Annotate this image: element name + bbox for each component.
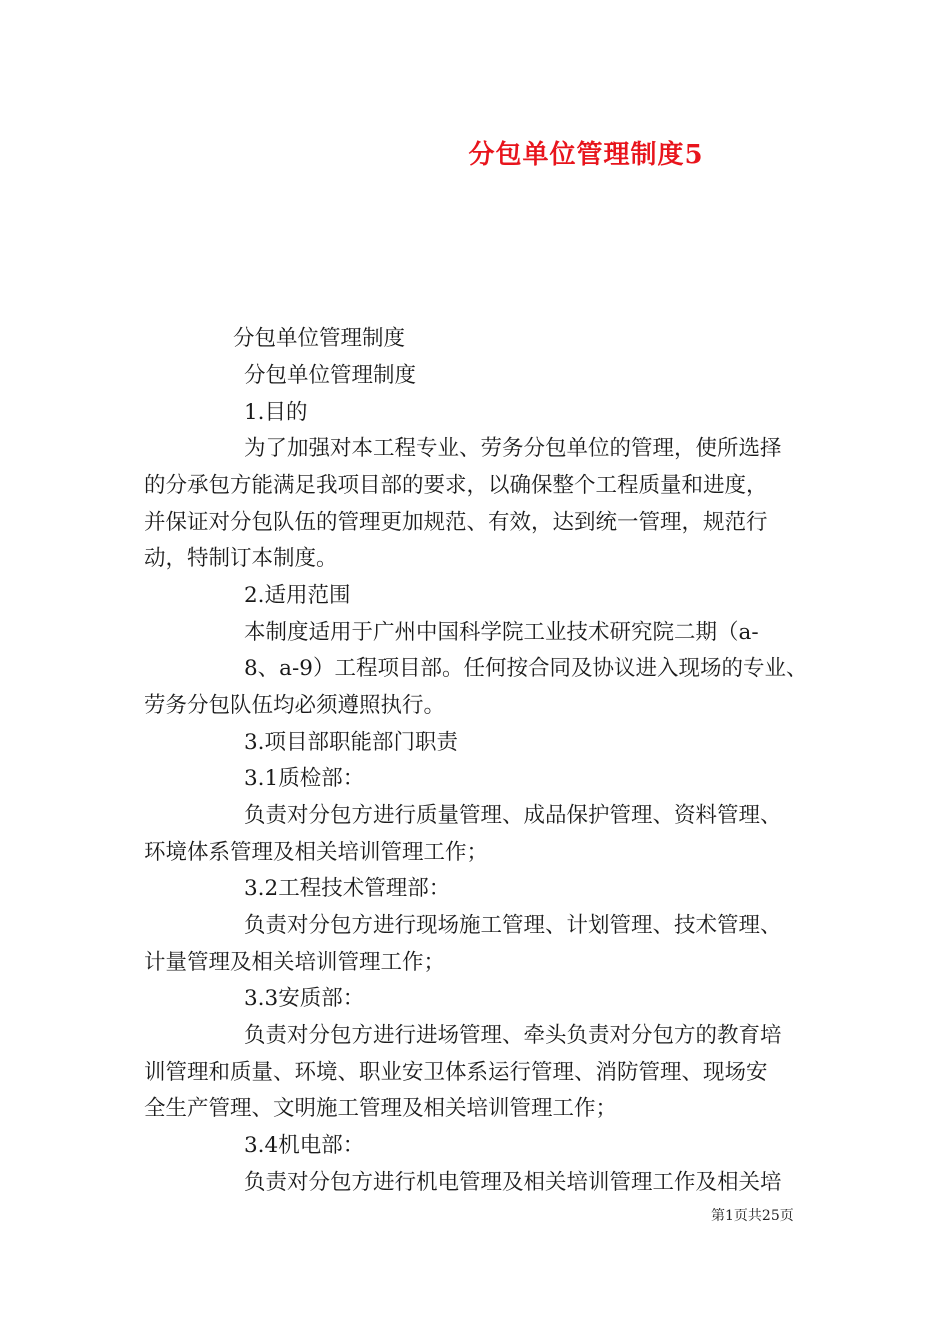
body-line: 负责对分包方进行进场管理、牵头负责对分包方的教育培 xyxy=(244,1023,782,1048)
body-line: 3.3安质部： xyxy=(244,986,365,1011)
body-line: 并保证对分包队伍的管理更加规范、有效，达到统一管理，规范行 xyxy=(144,510,768,535)
body-line: 为了加强对本工程专业、劳务分包单位的管理，使所选择 xyxy=(244,436,782,461)
body-line: 本制度适用于广州中国科学院工业技术研究院二期（a- xyxy=(244,620,759,645)
body-line: 动，特制订本制度。 xyxy=(144,546,338,571)
body-line: 负责对分包方进行机电管理及相关培训管理工作及相关培 xyxy=(244,1170,782,1195)
body-line: 劳务分包队伍均必须遵照执行。 xyxy=(144,693,446,718)
body-line: 的分承包方能满足我项目部的要求，以确保整个工程质量和进度， xyxy=(144,473,768,498)
body-line: 分包单位管理制度 xyxy=(244,363,417,388)
body-line: 3.项目部职能部门职责 xyxy=(244,730,459,755)
body-line: 负责对分包方进行质量管理、成品保护管理、资料管理、 xyxy=(244,803,782,828)
body-line: 环境体系管理及相关培训管理工作； xyxy=(144,840,489,865)
body-line: 负责对分包方进行现场施工管理、计划管理、技术管理、 xyxy=(244,913,782,938)
body-line: 3.1质检部： xyxy=(244,766,365,791)
body-line: 3.2工程技术管理部： xyxy=(244,876,451,901)
body-line: 8、a-9）工程项目部。任何按合同及协议进入现场的专业、 xyxy=(244,656,808,681)
body-line: 3.4机电部： xyxy=(244,1133,365,1158)
body-line: 计量管理及相关培训管理工作； xyxy=(144,950,446,975)
body-line: 1.目的 xyxy=(244,400,308,425)
body-line: 全生产管理、文明施工管理及相关培训管理工作； xyxy=(144,1096,618,1121)
body-line: 2.适用范围 xyxy=(244,583,351,608)
document-title: 分包单位管理制度5 xyxy=(468,140,704,170)
body-line: 训管理和质量、环境、职业安卫体系运行管理、消防管理、现场安 xyxy=(144,1060,768,1085)
body-line: 分包单位管理制度 xyxy=(233,326,406,351)
page-number-footer: 第1页共25页 xyxy=(711,1208,794,1224)
